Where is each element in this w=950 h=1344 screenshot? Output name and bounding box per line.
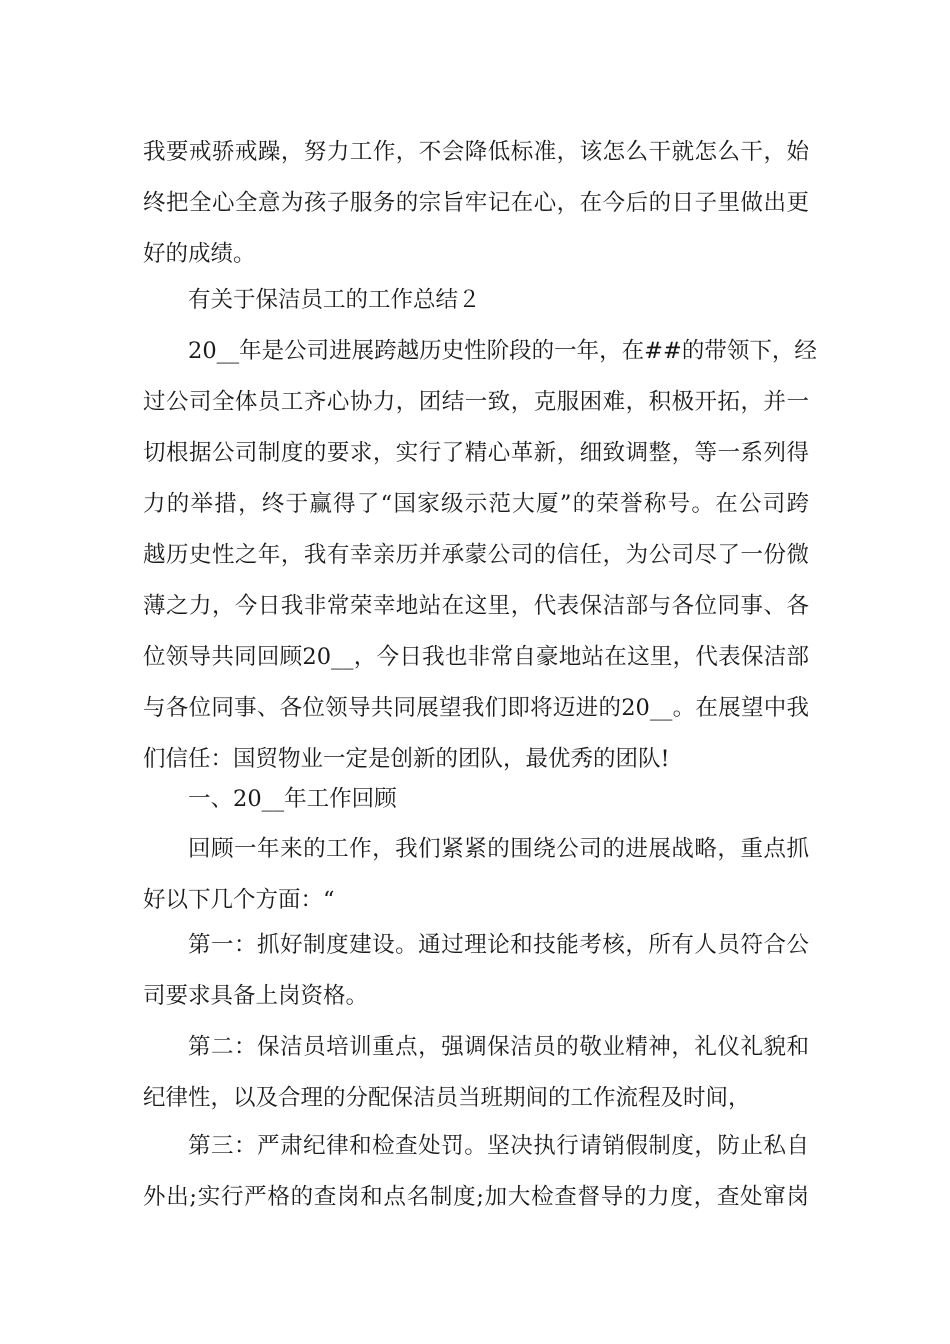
paragraph	[143, 127, 809, 280]
text-line: 好以下几个方面：“	[143, 887, 335, 913]
text-line: 外出;实行严格的查岗和点名制度;加大检查督导的力度，查处窜岗	[143, 1184, 809, 1210]
text-line: 第一：抓好制度建设。通过理论和技能考核，所有人员符合公	[188, 932, 809, 958]
paragraph	[143, 920, 809, 1022]
paragraph	[143, 1121, 809, 1223]
text-line: 薄之力，今日我非常荣幸地站在这里，代表保洁部与各位同事、各	[143, 593, 809, 619]
text-line: 回顾一年来的工作，我们紧紧的围绕公司的进展战略，重点抓	[188, 836, 809, 862]
text-line: 过公司全体员工齐心协力，团结一致，克服困难，积极开拓，并一	[143, 389, 809, 415]
text-line: 切根据公司制度的要求，实行了精心革新，细致调整，等一系列得	[143, 440, 809, 466]
text-line: 位领导共同回顾20__，今日我也非常自豪地站在这里，代表保洁部	[143, 644, 809, 670]
paragraph	[143, 326, 817, 785]
text-line: 终把全心全意为孩子服务的宗旨牢记在心，在今后的日子里做出更	[143, 190, 809, 216]
text-line: 纪律性，以及合理的分配保洁员当班期间的工作流程及时间，	[143, 1085, 751, 1111]
heading-line: 一、20__年工作回顾	[188, 786, 397, 812]
heading-line: 有关于保洁员工的工作总结２	[188, 287, 481, 313]
text-line: 好的成绩。	[143, 241, 256, 267]
text-line: 司要求具备上岗资格。	[143, 983, 369, 1009]
text-line: 力的举措，终于赢得了“国家级示范大厦”的荣誉称号。在公司跨	[143, 491, 809, 517]
paragraph	[143, 824, 809, 926]
text-line: 第三：严肃纪律和检查处罚。坚决执行请销假制度，防止私自	[188, 1133, 809, 1159]
text-line: 20__年是公司进展跨越历史性阶段的一年，在##的带领下，经	[188, 338, 817, 364]
text-line: 第二：保洁员培训重点，强调保洁员的敬业精神，礼仪礼貌和	[188, 1034, 809, 1060]
section-heading	[143, 774, 809, 825]
text-line: 越历史性之年，我有幸亲历并承蒙公司的信任，为公司尽了一份微	[143, 542, 809, 568]
text-line: 与各位同事、各位领导共同展望我们即将迈进的20__。在展望中我	[143, 695, 809, 721]
text-line: 我要戒骄戒躁，努力工作，不会降低标准，该怎么干就怎么干，始	[143, 139, 809, 165]
section-heading	[143, 275, 809, 326]
paragraph	[143, 1022, 809, 1124]
text-line: 们信任：国贸物业一定是创新的团队，最优秀的团队!	[143, 746, 670, 772]
